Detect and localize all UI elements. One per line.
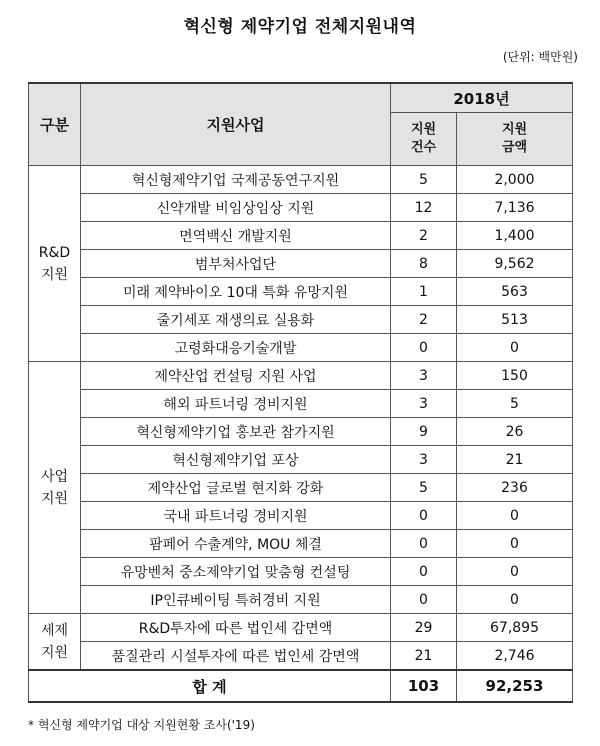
program-name-cell: 미래 제약바이오 10대 특화 유망지원	[81, 278, 391, 306]
table-body	[29, 166, 573, 671]
count-cell: 0	[391, 502, 457, 530]
table-row	[29, 530, 573, 558]
table-row	[29, 362, 573, 390]
amount-cell: 0	[457, 502, 573, 530]
count-cell: 0	[391, 586, 457, 614]
amount-cell: 513	[457, 306, 573, 334]
table-row	[29, 446, 573, 474]
amount-cell: 0	[457, 334, 573, 362]
table-row	[29, 502, 573, 530]
category-label-line2: 지원	[40, 266, 69, 283]
support-table	[28, 82, 573, 703]
program-name-cell: 국내 파트너링 경비지원	[81, 502, 391, 530]
table-row	[29, 614, 573, 642]
program-name-cell: 해외 파트너링 경비지원	[81, 390, 391, 418]
header-year: 2018년	[391, 83, 573, 113]
program-name-cell: 혁신형제약기업 포상	[81, 446, 391, 474]
header-count-line2: 건수	[410, 140, 437, 155]
table-row	[29, 250, 573, 278]
amount-cell: 1,400	[457, 222, 573, 250]
count-cell: 9	[391, 418, 457, 446]
program-name-cell: R&D투자에 따른 법인세 감면액	[81, 614, 391, 642]
table-row	[29, 306, 573, 334]
program-name-cell: 신약개발 비임상임상 지원	[81, 194, 391, 222]
program-name-cell: 고령화대응기술개발	[81, 334, 391, 362]
unit-label: (단위: 백만원)	[502, 50, 578, 64]
table-row	[29, 390, 573, 418]
total-label: 합 계	[29, 670, 391, 702]
amount-cell: 236	[457, 474, 573, 502]
header-program: 지원사업	[81, 83, 391, 166]
category-label-line2: 지원	[40, 490, 69, 507]
count-cell: 12	[391, 194, 457, 222]
program-name-cell: 제약산업 글로벌 현지화 강화	[81, 474, 391, 502]
category-label-line1: R&D	[38, 244, 71, 261]
count-cell: 2	[391, 306, 457, 334]
count-cell: 5	[391, 166, 457, 194]
category-cell	[29, 362, 81, 614]
table-row	[29, 474, 573, 502]
count-cell: 0	[391, 558, 457, 586]
count-cell: 0	[391, 334, 457, 362]
table-row	[29, 586, 573, 614]
amount-cell: 9,562	[457, 250, 573, 278]
program-name-cell: 제약산업 컨설팅 지원 사업	[81, 362, 391, 390]
program-name-cell: 면역백신 개발지원	[81, 222, 391, 250]
program-name-cell: 품질관리 시설투자에 따른 법인세 감면액	[81, 642, 391, 671]
header-amount-line2: 금액	[501, 140, 528, 155]
header-category: 구분	[29, 83, 81, 166]
program-name-cell: 혁신형제약기업 국제공동연구지원	[81, 166, 391, 194]
table-row	[29, 166, 573, 194]
header-amount-line1: 지원	[501, 122, 528, 137]
program-name-cell: IP인큐베이팅 특허경비 지원	[81, 586, 391, 614]
program-name-cell: 범부처사업단	[81, 250, 391, 278]
table-row	[29, 194, 573, 222]
table-row	[29, 418, 573, 446]
count-cell: 21	[391, 642, 457, 671]
amount-cell: 563	[457, 278, 573, 306]
category-label-line1: 사업	[40, 468, 69, 485]
table-row	[29, 278, 573, 306]
amount-cell: 0	[457, 558, 573, 586]
count-cell: 8	[391, 250, 457, 278]
header-amount	[457, 113, 573, 166]
count-cell: 29	[391, 614, 457, 642]
table-row	[29, 642, 573, 671]
page-title: 혁신형 제약기업 전체지원내역	[183, 17, 417, 37]
amount-cell: 0	[457, 530, 573, 558]
amount-cell: 67,895	[457, 614, 573, 642]
count-cell: 5	[391, 474, 457, 502]
category-cell	[29, 166, 81, 362]
header-count-line1: 지원	[410, 122, 437, 137]
table-row	[29, 222, 573, 250]
count-cell: 3	[391, 390, 457, 418]
total-row	[29, 670, 573, 702]
count-cell: 3	[391, 446, 457, 474]
amount-cell: 5	[457, 390, 573, 418]
program-name-cell: 팜페어 수출계약, MOU 체결	[81, 530, 391, 558]
header-count	[391, 113, 457, 166]
amount-cell: 2,000	[457, 166, 573, 194]
total-amount: 92,253	[457, 670, 573, 702]
amount-cell: 2,746	[457, 642, 573, 671]
program-name-cell: 유망벤처 중소제약기업 맞춤형 컨설팅	[81, 558, 391, 586]
count-cell: 2	[391, 222, 457, 250]
amount-cell: 150	[457, 362, 573, 390]
category-label-line1: 세제	[40, 622, 69, 639]
count-cell: 3	[391, 362, 457, 390]
program-name-cell: 줄기세포 재생의료 실용화	[81, 306, 391, 334]
amount-cell: 7,136	[457, 194, 573, 222]
amount-cell: 21	[457, 446, 573, 474]
table-row	[29, 334, 573, 362]
count-cell: 0	[391, 530, 457, 558]
program-name-cell: 혁신형제약기업 홍보관 참가지원	[81, 418, 391, 446]
category-cell	[29, 614, 81, 671]
amount-cell: 26	[457, 418, 573, 446]
total-count: 103	[391, 670, 457, 702]
category-label-line2: 지원	[40, 644, 69, 661]
amount-cell: 0	[457, 586, 573, 614]
table-row	[29, 558, 573, 586]
footnote: * 혁신형 제약기업 대상 지원현황 조사('19)	[28, 718, 255, 732]
count-cell: 1	[391, 278, 457, 306]
